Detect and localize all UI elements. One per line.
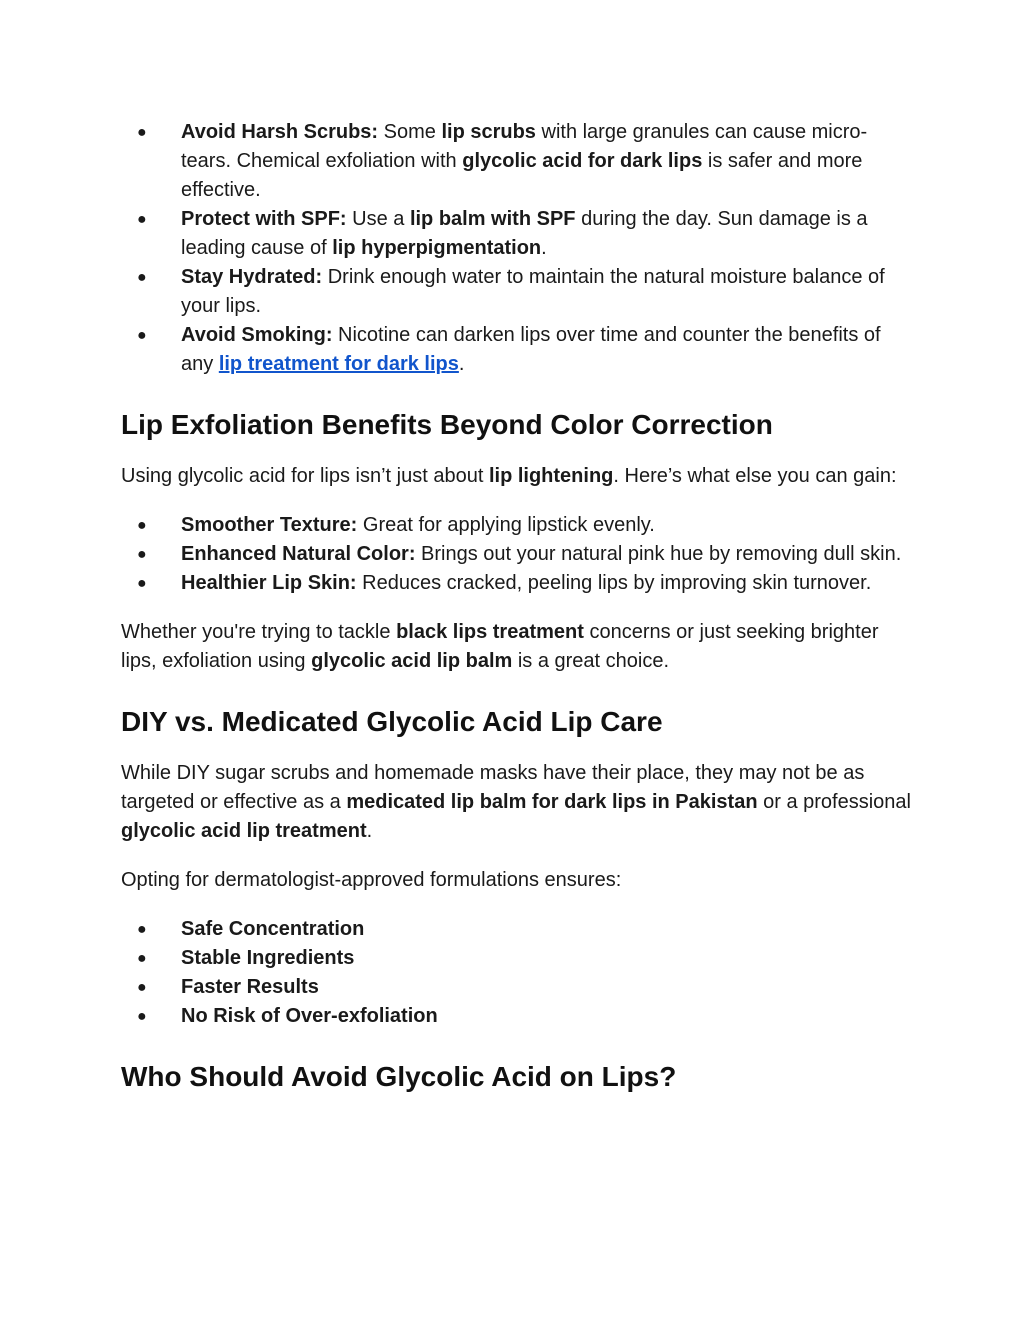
bullet-icon: ● (137, 124, 147, 141)
bullet-icon: ● (137, 1008, 147, 1025)
bullet-icon: ● (137, 211, 147, 228)
tips-list (121, 118, 911, 379)
section-heading-who-should-avoid: Who Should Avoid Glycolic Acid on Lips? (121, 1061, 677, 1092)
bullet-icon: ● (137, 921, 147, 938)
section-heading-diy-vs-medicated: DIY vs. Medicated Glycolic Acid Lip Care (121, 706, 663, 737)
list-item: ● Safe Concentration (121, 915, 911, 944)
document-page (121, 118, 911, 1095)
list-item: ● Smoother Texture: Great for applying lipstick evenly. (121, 511, 911, 540)
lip-treatment-link[interactable]: lip treatment for dark lips (218, 353, 459, 375)
list-item: ● Protect with SPF: Use a lip balm with SPF during the day. Sun damage is a leading cause of lip hyperpigmentation. (121, 205, 911, 263)
benefits-list (121, 511, 911, 598)
list-item: ● Stay Hydrated: Drink enough water to maintain the natural moisture balance of your lips. (121, 263, 911, 321)
paragraph-ensures: Opting for dermatologist-approved formulations ensures: (121, 869, 622, 891)
ensures-list (121, 915, 911, 1031)
paragraph-outro: Whether you're trying to tackle black lips treatment concerns or just seeking brighter lips, exfoliation using glycolic acid lip balm is a great choice. (121, 621, 879, 672)
bullet-icon: ● (137, 575, 147, 592)
list-item: ● Avoid Harsh Scrubs: Some lip scrubs with large granules can cause micro-tears. Chemical exfoliation with glycolic acid for dark lips is safer and more effective. (121, 118, 911, 205)
bullet-icon: ● (137, 950, 147, 967)
bullet-icon: ● (137, 517, 147, 534)
list-item: ● Stable Ingredients (121, 944, 911, 973)
paragraph-diy: While DIY sugar scrubs and homemade masks have their place, they may not be as targeted or effective as a medicated lip balm for dark lips in Pakistan or a professional glycolic acid lip treatment. (121, 762, 911, 842)
list-item: ● Healthier Lip Skin: Reduces cracked, peeling lips by improving skin turnover. (121, 569, 911, 598)
list-item: ● Enhanced Natural Color: Brings out your natural pink hue by removing dull skin. (121, 540, 911, 569)
bullet-icon: ● (137, 979, 147, 996)
paragraph-intro: Using glycolic acid for lips isn’t just about lip lightening. Here’s what else you can gain: (121, 465, 897, 487)
list-item: ● No Risk of Over-exfoliation (121, 1002, 911, 1031)
bullet-icon: ● (137, 546, 147, 563)
list-item: ● Faster Results (121, 973, 911, 1002)
section-heading-exfoliation-benefits: Lip Exfoliation Benefits Beyond Color Correction (121, 409, 773, 440)
bullet-icon: ● (137, 269, 147, 286)
bullet-icon: ● (137, 327, 147, 344)
list-item: ● Avoid Smoking: Nicotine can darken lips over time and counter the benefits of any lip treatment for dark lips. (121, 321, 911, 379)
